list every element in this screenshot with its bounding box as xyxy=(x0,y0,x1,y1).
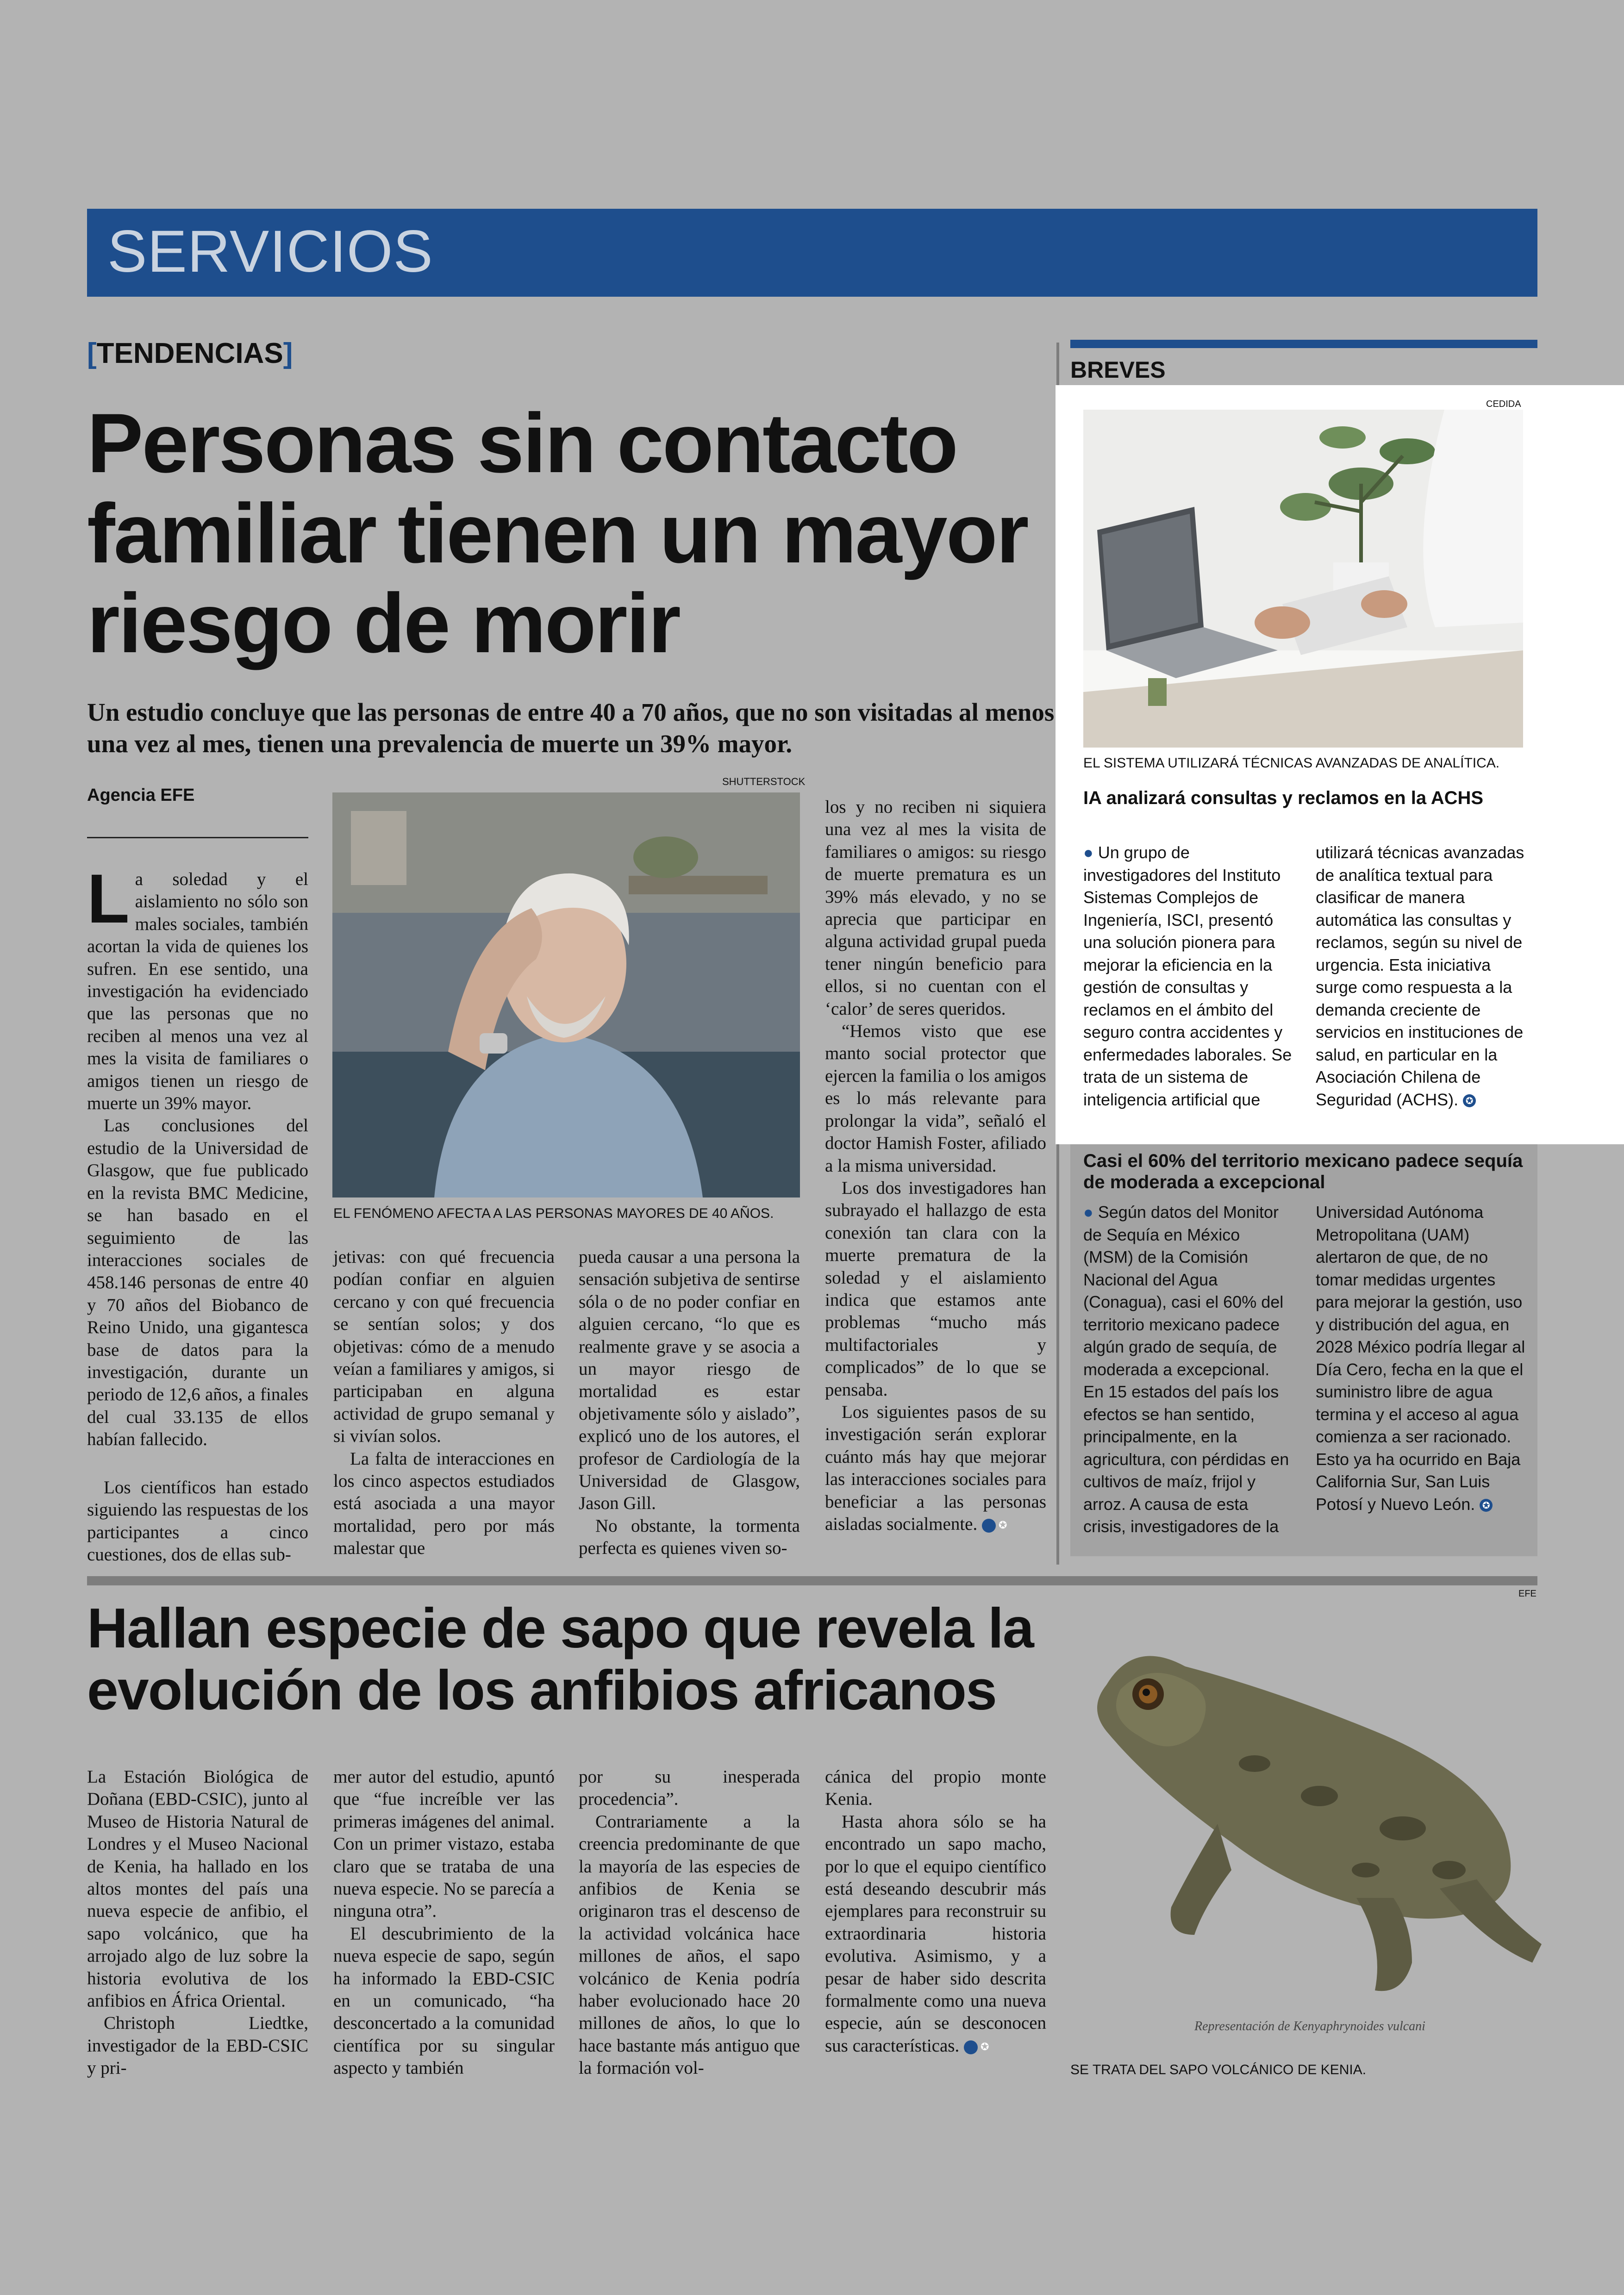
article-end-icon: ✪ xyxy=(1480,1499,1493,1512)
photo-caption: SE TRATA DEL SAPO VOLCÁNICO DE KENIA. xyxy=(1070,2062,1367,2077)
brief-column-2 xyxy=(1316,842,1529,1111)
second-headline: Hallan especie de sapo que revela la evolución de los anfibios africanos xyxy=(87,1597,1033,1722)
main-article-column-2 xyxy=(333,1246,555,1560)
paragraph: La Estación Biológica de Doñana (EBD-CSIC), junto al Museo de Historia Natural de Londres y el Museo Nacional de Kenia, ha hallado en los altos montes del país una nueva especie de anfibio, el sapo volcánico, que ha arrojado algo de luz sobre la historia evolutiva de los anfibios en África Oriental. xyxy=(87,1767,308,2011)
brief-text: utilizará técnicas avanzadas de analítica textual para clasificar de manera automática las consultas y reclamos, según su nivel de urgencia. Esta iniciativa surge como respuesta a la demanda creciente de servicios en instituciones de salud, en particular en la Asociación Chilena de Seguridad (ACHS). xyxy=(1316,843,1524,1109)
paragraph: Los científicos han estado siguiendo las respuestas de los participantes a cinco cuestiones, dos de ellas sub- xyxy=(87,1478,308,1565)
paragraph: jetivas: con qué frecuencia podían confiar en alguien cercano y con qué frecuencia se sentían solos; y dos objetivas: cómo de a menudo veían a familiares y amigos, si participaban en alguna actividad de grupo semanal y si vivían solos. xyxy=(333,1247,555,1447)
brief-column-2 xyxy=(1316,1201,1531,1515)
paragraph: mer autor del estudio, apuntó que “fue increíble ver las primeras imágenes del animal. Con un primer vistazo, estaba claro que se trataba de una nueva especie. No se parecía a ninguna otra”. xyxy=(333,1767,555,1921)
paragraph: Hasta ahora sólo se ha encontrado un sapo macho, por lo que el equipo científico está deseando descubrir más ejemplares para reconstruir su extraordinaria historia evolutiva. Asimismo, y a pesar de haber sido descrita formalmente como una nueva especie, aún se desconocen sus características. xyxy=(825,1811,1046,2056)
section-title: SERVICIOS xyxy=(107,218,433,285)
elderly-man-illustration xyxy=(332,792,800,1197)
photo-credit: EFE xyxy=(1518,1589,1537,1599)
article-end-icon: ✪ xyxy=(982,1519,996,1533)
brief-column-1 xyxy=(1083,842,1294,1111)
main-article-column-4 xyxy=(825,796,1046,1535)
bullet-icon: ● xyxy=(1083,843,1093,862)
main-article-column-1 xyxy=(87,860,308,1451)
paragraph: La falta de interacciones en los cinco aspectos estudiados está asociada a una mayor mortalidad, pero por más malestar que xyxy=(333,1448,555,1559)
paragraph: cánica del propio monte Kenia. xyxy=(825,1767,1046,1809)
byline-divider xyxy=(87,837,308,838)
paragraph: por su inesperada procedencia”. xyxy=(579,1767,800,1809)
brief-text: Un grupo de investigadores del Instituto Sistemas Complejos de Ingeniería, ISCI, presentó una solución pionera para mejorar la eficiencia en la gestión de consultas y reclamos en el ámbito del seguro contra accidentes y enfermedades laborales. Se trata de un sistema de inteligencia artificial que xyxy=(1083,843,1292,1109)
photo-ai-office xyxy=(1083,410,1523,748)
article-tag: [TENDENCIAS] xyxy=(87,337,293,369)
article-end-icon: ✪ xyxy=(964,2040,978,2054)
article-end-icon: ✪ xyxy=(1463,1094,1476,1107)
sidebar-title: BREVES xyxy=(1070,357,1166,383)
main-deck: Un estudio concluye que las personas de entre 40 a 70 años, que no son visitadas al menos una vez al mes, tienen una prevalencia de muerte un 39% mayor. xyxy=(87,698,1055,758)
paragraph: a soledad y el aislamiento no sólo son males sociales, también acortan la vida de quienes los sufren. En ese sentido, una investigación ha evidenciado que las personas que no reciben al menos una vez al mes la visita de familiares o amigos tienen un riesgo de muerte un 39% mayor. xyxy=(87,869,308,1114)
main-headline: Personas sin contacto familiar tienen un mayor riesgo de morir xyxy=(87,396,1028,671)
brief-title: Casi el 60% del territorio mexicano padece sequía de moderada a excepcional xyxy=(1083,1151,1523,1192)
article-divider xyxy=(87,1576,1537,1585)
sidebar-header-bar xyxy=(1070,340,1537,348)
paragraph: “Hemos visto que ese manto social protector que ejercen la familia o los amigos es lo más relevante para prolongar la vida”, señaló el doctor Hamish Foster, afiliado a la misma universidad. xyxy=(825,1021,1046,1176)
main-article-column-1-end xyxy=(87,1477,308,1566)
brief-text: Universidad Autónoma Metropolitana (UAM) alertaron de que, de no tomar medidas urgentes para mejorar la gestión, uso y distribución del agua, en 2028 México podría llegar al Día Cero, fecha en la que el suministro libre de agua termina y el acceso al agua comienza a ser racionado. Esto ya ha ocurrido en Baja California Sur, San Luis Potosí y Nuevo León. xyxy=(1316,1203,1525,1514)
paragraph: El descubrimiento de la nueva especie de sapo, según ha informado la EBD-CSIC en un comunicado, “ha desconcertado a la comunidad científica por su singular aspecto y también xyxy=(333,1923,555,2078)
main-article-column-3 xyxy=(579,1246,800,1560)
second-article-column-2 xyxy=(333,1766,555,2080)
illustration-caption: Representación de Kenyaphrynoides vulcani xyxy=(1194,2019,1425,2033)
brief-title: IA analizará consultas y reclamos en la ACHS xyxy=(1083,788,1484,808)
second-article-column-3 xyxy=(579,1766,800,2080)
drop-cap: L xyxy=(87,860,130,937)
photo-volcanic-toad xyxy=(1079,1611,1542,2027)
byline: Agencia EFE xyxy=(87,786,195,805)
brief-column-1 xyxy=(1083,1201,1294,1538)
photo-credit: SHUTTERSTOCK xyxy=(722,776,806,787)
paragraph: No obstante, la tormenta perfecta es quienes viven so- xyxy=(579,1515,800,1559)
paragraph: Contrariamente a la creencia predominante de que la mayoría de las especies de anfibios de Kenia se originaron tras el descenso de la actividad volcánica hace millones de años, el sapo volcánico de Kenia podría haber evolucionado hace 20 millones de años, lo que lo hace bastante más antiguo que la formación vol- xyxy=(579,1811,800,2078)
photo-elderly-man xyxy=(332,792,800,1197)
brief-text: Según datos del Monitor de Sequía en México (MSM) de la Comisión Nacional del Agua (Conagua), casi el 60% del territorio mexicano padece algún grado de sequía, de moderada a excepcional. En 15 estados del país los efectos se han sentido, principalmente, en la agricultura, con pérdidas en cultivos de maíz, frijol y arroz. A causa de esta crisis, investigadores de la xyxy=(1083,1203,1289,1536)
article-tag-label: TENDENCIAS xyxy=(96,337,283,369)
bullet-icon: ● xyxy=(1083,1203,1093,1222)
paragraph: los y no reciben ni siquiera una vez al mes la visita de familiares o amigos: su riesgo de muerte prematura es un 39% más elevado, y no se aprecia que participar en alguna actividad grupal pueda tener ningún beneficio para ellos, si no cuentan con el ‘calor’ de seres queridos. xyxy=(825,797,1046,1019)
office-illustration xyxy=(1083,410,1523,748)
photo-caption: EL SISTEMA UTILIZARÁ TÉCNICAS AVANZADAS DE ANALÍTICA. xyxy=(1083,755,1500,771)
paragraph: Christoph Liedtke, investigador de la EBD-CSIC y pri- xyxy=(87,2013,308,2078)
paragraph: Los dos investigadores han subrayado el hallazgo de esta conexión tan clara con la muerte prematura de la soledad y el aislamiento indica que estamos ante problemas “mucho más multifactoriales y complicados” de lo que se pensaba. xyxy=(825,1178,1046,1400)
paragraph: pueda causar a una persona la sensación subjetiva de sentirse sóla o de no poder confiar en alguien cercano, “lo que es realmente grave y se asocia a un mayor riesgo de mortalidad es estar objetivamente sólo y aislado”, explicó uno de los autores, el profesor de Cardiología de la Universidad de Glasgow, Jason Gill. xyxy=(579,1247,800,1514)
second-article-column-4 xyxy=(825,1766,1046,2057)
toad-illustration xyxy=(1079,1611,1542,2027)
second-article-column-1 xyxy=(87,1766,308,2080)
paragraph: Las conclusiones del estudio de la Universidad de Glasgow, que fue publicado en la revista BMC Medicine, se han basado en el seguimiento de las interacciones sociales de 458.146 personas de entre 40 y 70 años del Biobanco de Reino Unido, una gigantesca base de datos para la investigación, durante un periodo de 12,6 años, a finales del cual 33.135 de ellos habían fallecido. xyxy=(87,1116,308,1450)
photo-caption: EL FENÓMENO AFECTA A LAS PERSONAS MAYORES DE 40 AÑOS. xyxy=(333,1206,774,1221)
paragraph: Los siguientes pasos de su investigación serán explorar cuánto más hay que mejorar las interacciones sociales para beneficiar a las personas aisladas socialmente. xyxy=(825,1402,1046,1534)
photo-credit: CEDIDA xyxy=(1486,399,1521,409)
